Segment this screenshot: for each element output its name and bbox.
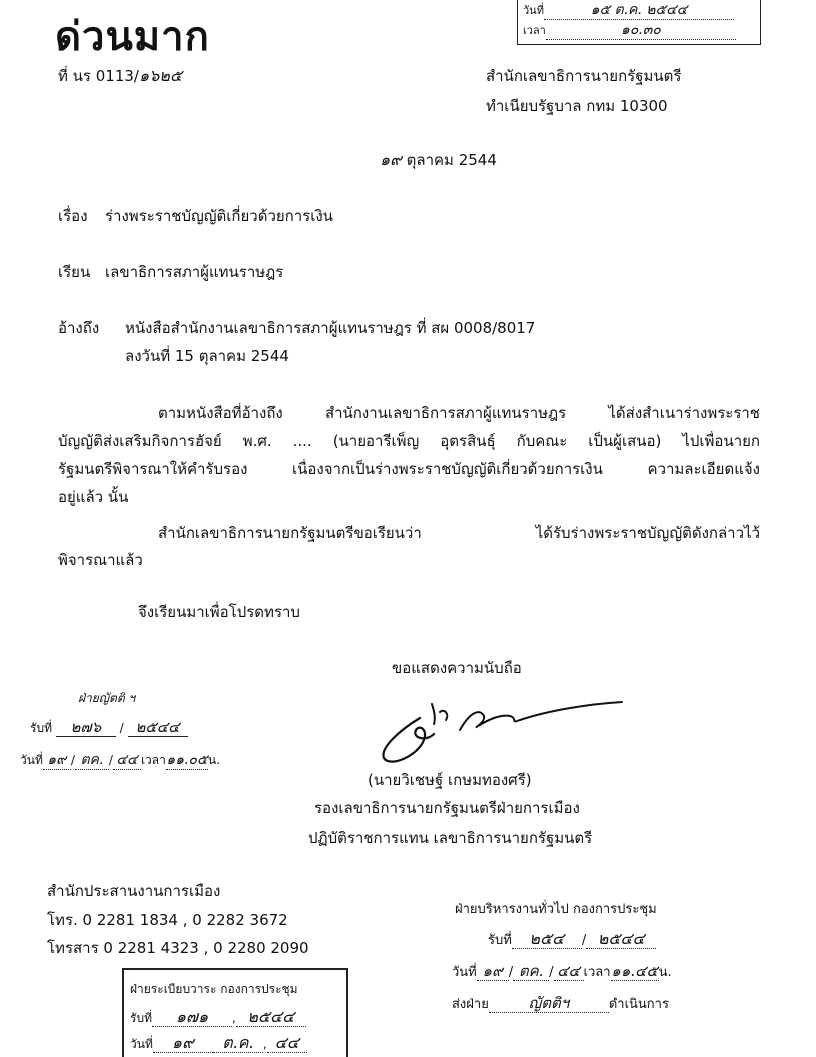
- closing-request: จึงเรียนมาเพื่อโปรดทราบ: [138, 603, 300, 621]
- signatory-position: รองเลขาธิการนายกรัฐมนตรีฝ่ายการเมือง: [314, 799, 580, 817]
- reference-label: อ้างถึง: [58, 319, 100, 337]
- stamp-left-slash: /: [119, 721, 124, 735]
- stamp-right-action: ดำเนินการ: [608, 997, 669, 1012]
- stamp-right-time-suffix: น.: [658, 965, 672, 980]
- receipt-stamp-top: [517, 0, 761, 45]
- stamp-right-date-label: วันที่: [452, 965, 477, 980]
- stamp-right-forward-label: ส่งฝ่าย: [452, 997, 489, 1012]
- reference-prefix: ที่ นร 0113/: [58, 67, 139, 85]
- stamp-right-forward-to: ญัตติฯ: [489, 994, 609, 1013]
- contact-phone: โทร. 0 2281 1834 , 0 2282 3672: [47, 911, 288, 929]
- document-reference: [58, 66, 182, 86]
- stamp-left-receive-row: [30, 718, 188, 738]
- reference-line-2: ลงวันที่ 15 ตุลาคม 2544: [125, 347, 289, 365]
- receipt-stamp-date-row: [523, 1, 734, 20]
- stamp-right-unit: ฝ่ายบริหารงานทั่วไป กองการประชุม: [455, 902, 657, 917]
- stamp-left-unit: ฝ่ายญัตติ ฯ: [78, 691, 136, 705]
- body-paragraph-2-line: พิจารณาแล้ว: [58, 551, 143, 569]
- letter-date-day-handwritten: ๑๙: [380, 150, 402, 169]
- stamp-box-receive-label: รับที่: [130, 1011, 152, 1025]
- stamp-box-receive-number: ๑๗๑: [152, 1008, 232, 1027]
- subject-text: ร่างพระราชบัญญัติเกี่ยวด้วยการเงิน: [105, 207, 333, 225]
- signatory-name: (นายวิเชษฐ์ เกษมทองศรี): [368, 771, 532, 789]
- closing-salutation: ขอแสดงความนับถือ: [392, 659, 522, 677]
- stamp-box-year: ๔๔: [267, 1034, 307, 1053]
- receipt-stamp-date-label: วันที่: [523, 4, 544, 17]
- receipt-stamp-time-label: เวลา: [523, 24, 546, 37]
- stamp-box-unit: ฝ่ายระเบียบวาระ กองการประชุม: [130, 982, 298, 996]
- stamp-right-time-label: เวลา: [583, 965, 611, 980]
- stamp-agenda-division: [122, 968, 348, 1057]
- receipt-stamp-time-row: [523, 21, 736, 40]
- body-paragraph-2-line: สำนักเลขาธิการนายกรัฐมนตรีขอเรียนว่า ได้รับร่างพระราชบัญญัติดังกล่าวไว้: [158, 524, 760, 542]
- stamp-box-date-row: วันที่ ๑๙ ต.ค. , ๔๔: [130, 1034, 307, 1054]
- stamp-right-receive-row: รับที่ ๒๕๔ / ๒๕๔๔: [488, 930, 656, 951]
- stamp-left-time-label: เวลา: [140, 753, 166, 767]
- stamp-box-day: ๑๙: [153, 1034, 213, 1053]
- stamp-right-receive-label: รับที่: [488, 933, 512, 948]
- signature: [360, 690, 630, 775]
- stamp-left-month: ตค.: [75, 751, 109, 770]
- subject-label: เรื่อง: [58, 207, 88, 225]
- reference-line-1: หนังสือสำนักงานเลขาธิการสภาผู้แทนราษฎร ที่ สผ 0008/8017: [125, 319, 536, 337]
- receipt-stamp-time-value: ๑๐.๓๐: [546, 21, 736, 40]
- stamp-right-forward-row: [452, 994, 669, 1015]
- contact-office: สำนักประสานงานการเมือง: [47, 882, 221, 900]
- stamp-box-date-label: วันที่: [130, 1037, 153, 1051]
- contact-fax: โทรสาร 0 2281 4323 , 0 2280 2090: [47, 939, 309, 957]
- stamp-right-receive-year: ๒๕๔๔: [586, 930, 656, 949]
- stamp-left-receive-label: รับที่: [30, 721, 52, 735]
- stamp-box-receive-year: ๒๕๔๔: [236, 1008, 306, 1027]
- reference-number-handwritten: ๑๖๒๕: [138, 66, 182, 85]
- stamp-right-day: ๑๙: [477, 962, 509, 981]
- addressee-text: เลขาธิการสภาผู้แทนราษฎร: [105, 263, 284, 281]
- stamp-left-year: ๔๔: [113, 751, 141, 770]
- stamp-box-receive-row: รับที่ ๑๗๑ , ๒๕๔๔: [130, 1008, 306, 1028]
- stamp-left-receive-year: ๒๕๔๔: [128, 718, 188, 737]
- body-paragraph-1-line: ตามหนังสือที่อ้างถึง สำนักงานเลขาธิการสภาผู้แทนราษฎร ได้ส่งสำเนาร่างพระราช: [158, 404, 760, 422]
- stamp-left-date-row: วันที่ ๑๙ / ตค. / ๔๔ เวลา๑๑.๐๕น.: [20, 752, 220, 768]
- letter-date-month-year: ตุลาคม 2544: [406, 151, 497, 169]
- body-paragraph-1-line: รัฐมนตรีพิจารณาให้คำรับรอง เนื่องจากเป็นร่างพระราชบัญญัติเกี่ยวด้วยการเงิน ความละเอียดแจ้ง: [58, 460, 760, 478]
- body-paragraph-1-line: อยู่แล้ว นั้น: [58, 488, 129, 506]
- stamp-left-time: ๑๑.๐๕: [166, 752, 208, 768]
- addressee-label: เรียน: [58, 263, 91, 281]
- letter-date: [380, 150, 497, 170]
- body-paragraph-1-line: บัญญัติส่งเสริมกิจการฮัจย์ พ.ศ. .... (นายอารีเพ็ญ อุตรสินธุ์ กับคณะ เป็นผู้เสนอ) ไปเพื่อนายก: [58, 432, 760, 450]
- stamp-left-time-suffix: น.: [207, 753, 220, 767]
- sender-office: สำนักเลขาธิการนายกรัฐมนตรี: [486, 67, 682, 85]
- urgency-heading: ด่วนมาก: [55, 14, 210, 60]
- stamp-box-month: ต.ค.: [213, 1034, 263, 1053]
- stamp-right-date-row: วันที่ ๑๙ / ตค. / ๔๔ เวลา๑๑.๔๕น.: [452, 962, 672, 980]
- stamp-left-receive-number: ๒๗๖: [56, 718, 116, 737]
- receipt-stamp-date-value: ๑๕ ต.ค. ๒๕๔๔: [544, 1, 734, 20]
- stamp-right-month: ตค.: [513, 962, 549, 981]
- stamp-left-day: ๑๙: [43, 751, 71, 770]
- sender-address: ทำเนียบรัฐบาล กทม 10300: [486, 97, 668, 115]
- stamp-right-receive-number: ๒๕๔: [512, 930, 582, 949]
- signatory-acting-for: ปฏิบัติราชการแทน เลขาธิการนายกรัฐมนตรี: [308, 829, 593, 847]
- stamp-right-year: ๔๔: [554, 962, 584, 981]
- stamp-right-time: ๑๑.๔๕: [611, 962, 658, 980]
- stamp-left-date-label: วันที่: [20, 753, 43, 767]
